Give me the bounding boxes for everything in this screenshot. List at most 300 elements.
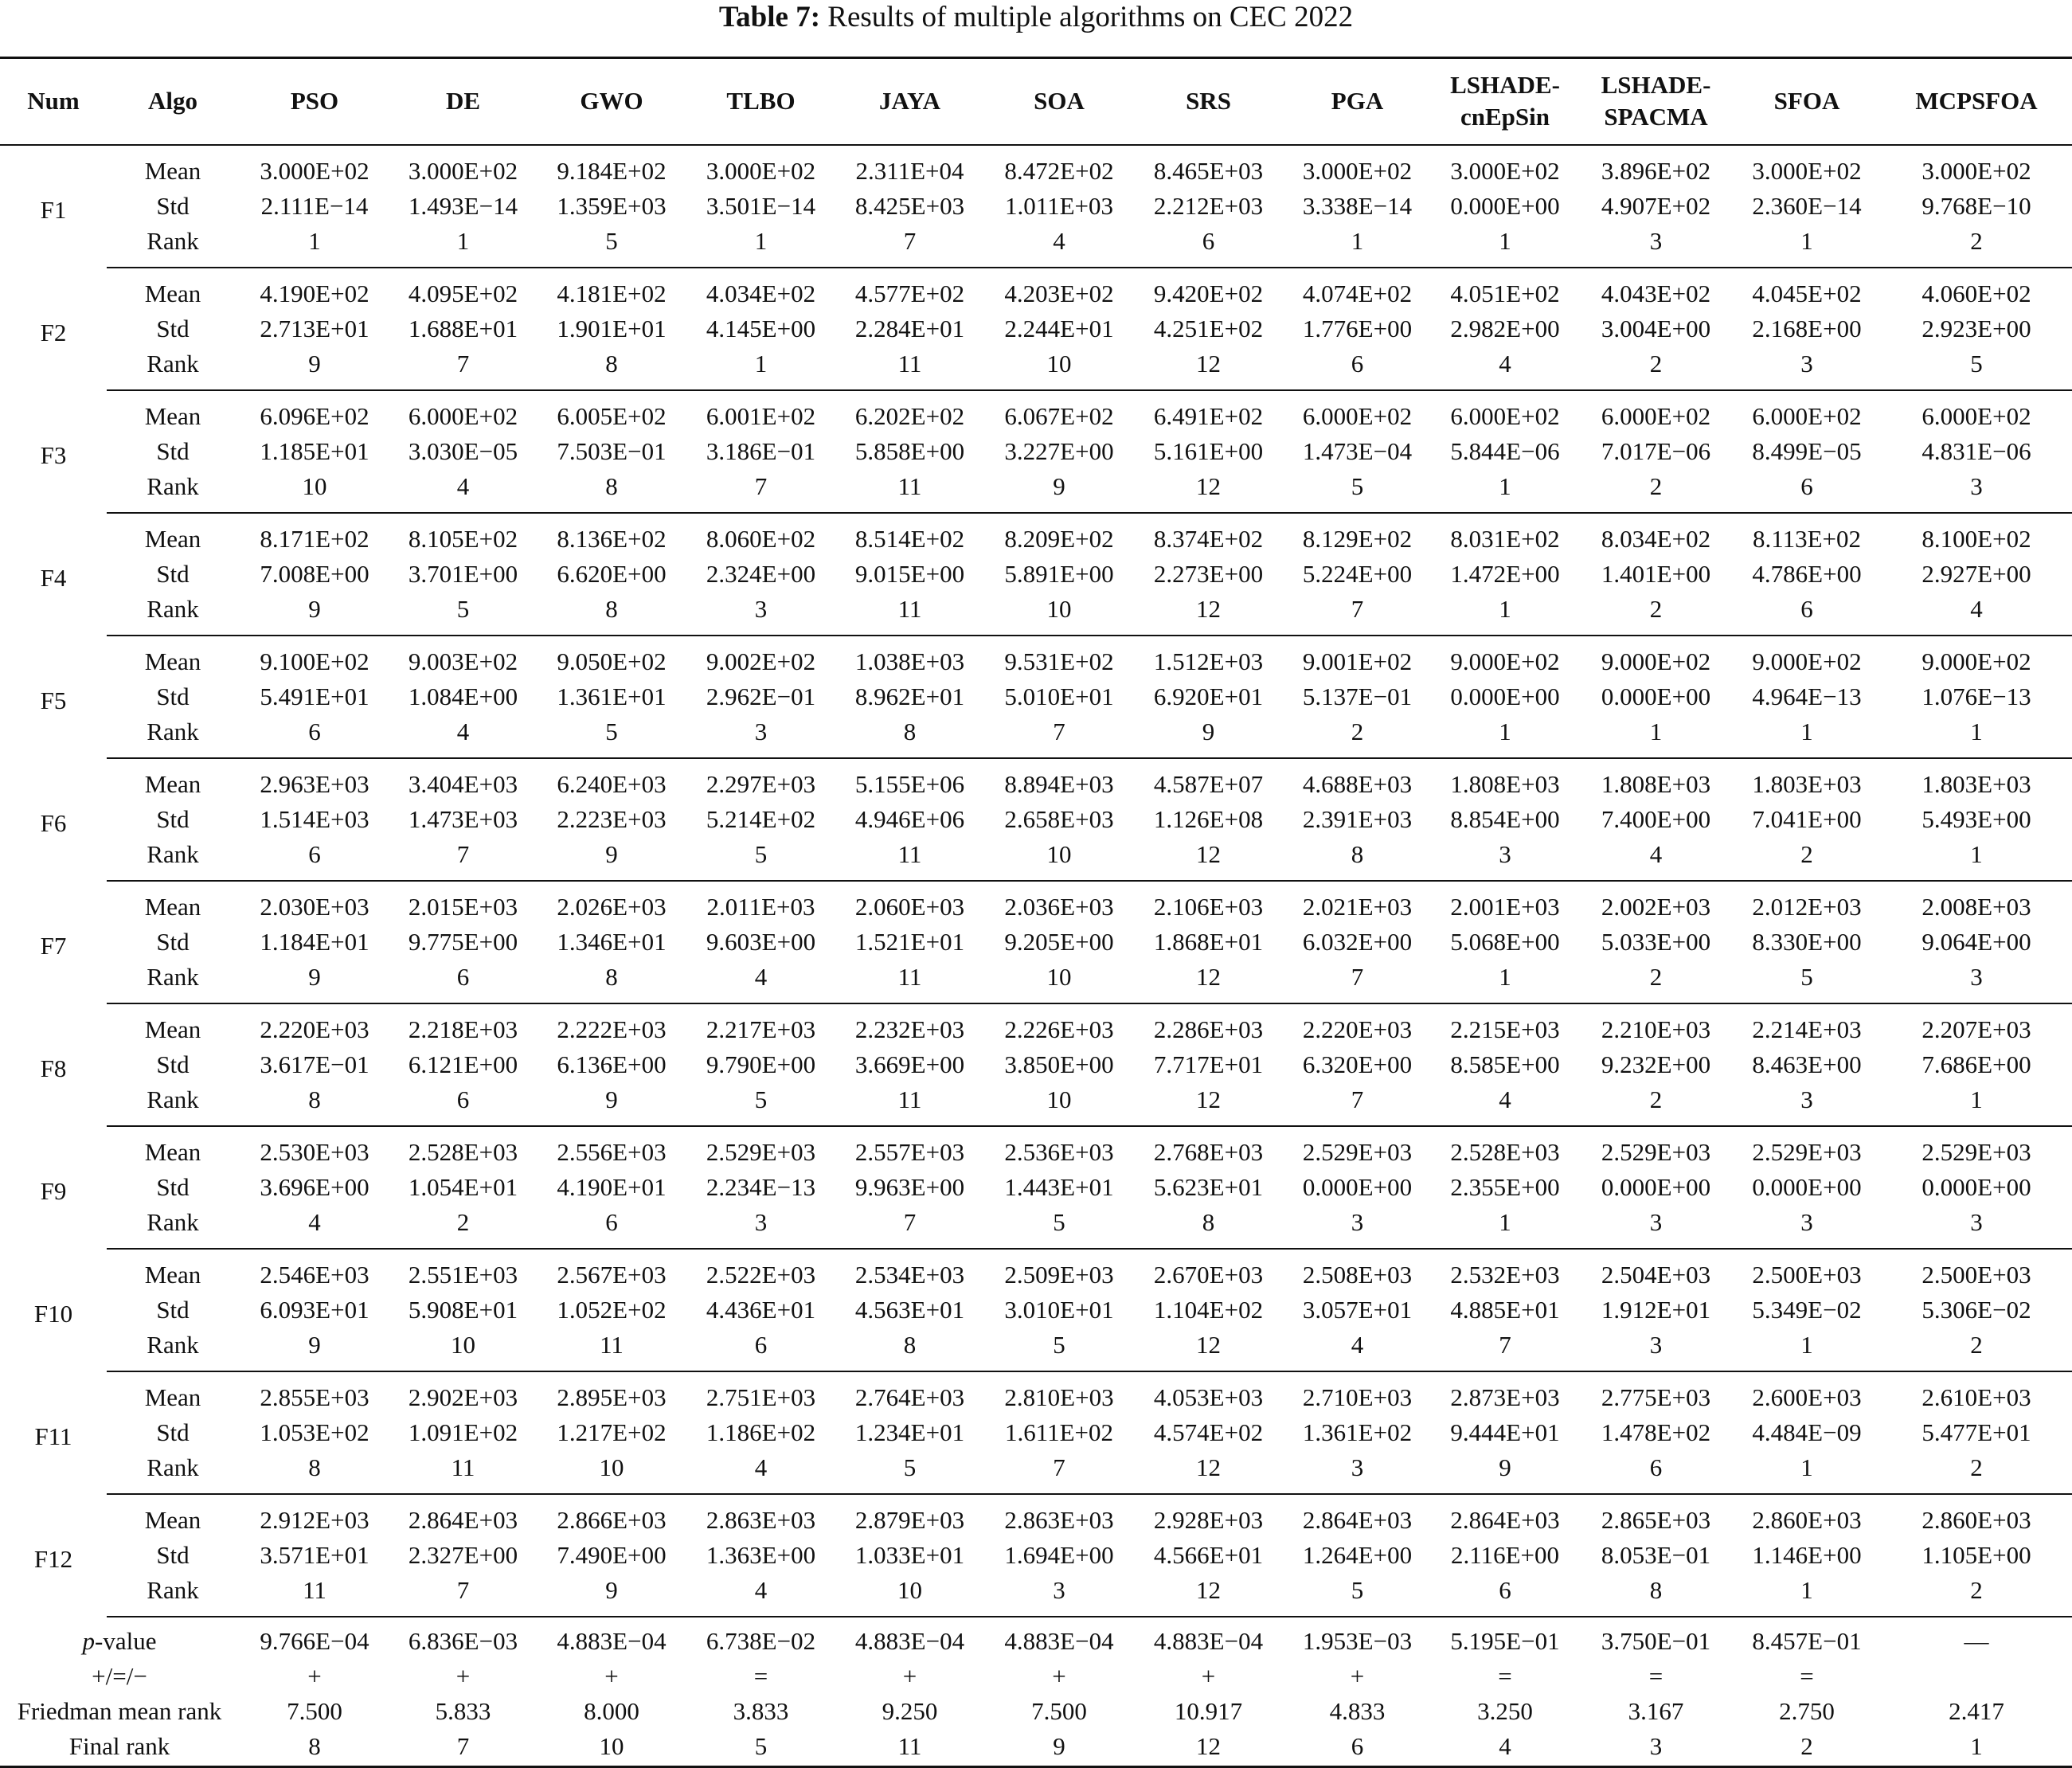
value-cell: 9 — [239, 1328, 390, 1371]
summary-group — [0, 1617, 2072, 1767]
value-cell: 3.000E+02 — [706, 156, 816, 185]
column-header: Algo — [107, 58, 239, 145]
value-cell: 2.658E+03 — [1004, 804, 1114, 833]
value-cell: 11 — [835, 346, 985, 390]
summary-label — [0, 1729, 239, 1767]
summary-value: = — [1800, 1661, 1814, 1690]
value-cell: 2.865E+03 — [1601, 1505, 1711, 1534]
value-cell: 0.000E+00 — [1302, 1172, 1413, 1201]
value-cell: 3 — [1579, 1328, 1733, 1371]
column-header: PSO — [239, 58, 390, 145]
value-cell: 1.514E+03 — [260, 804, 369, 833]
value-cell: 4 — [390, 469, 536, 513]
value-cell: 3 — [687, 714, 835, 758]
value-cell: 8.031E+02 — [1450, 524, 1560, 553]
summary-value: 1.953E−03 — [1302, 1626, 1413, 1655]
value-cell: 8.374E+02 — [1153, 524, 1264, 553]
value-cell: 3.696E+00 — [260, 1172, 369, 1201]
value-cell: 6 — [687, 1328, 835, 1371]
row-label: Std — [156, 191, 190, 220]
value-cell: 2.500E+03 — [1752, 1260, 1862, 1289]
summary-label-italic: p — [82, 1626, 96, 1655]
value-cell: 2.873E+03 — [1450, 1383, 1560, 1411]
value-cell: 3.701E+00 — [408, 559, 518, 588]
value-cell: 2 — [1284, 714, 1431, 758]
table-row — [0, 268, 2072, 311]
summary-value: 9 — [985, 1729, 1133, 1767]
value-cell: 4 — [1579, 837, 1733, 881]
value-cell: 10 — [985, 960, 1133, 1003]
value-cell: 7 — [985, 1450, 1133, 1494]
value-cell: 4.885E+01 — [1450, 1295, 1560, 1324]
value-cell: 2.532E+03 — [1450, 1260, 1560, 1289]
value-cell: 4.563E+01 — [854, 1295, 965, 1324]
value-cell: 1.688E+01 — [408, 314, 518, 342]
column-header: LSHADE- SPACMA — [1579, 58, 1733, 145]
value-cell: 4.831E−06 — [1921, 436, 2031, 465]
value-cell: 9.963E+00 — [854, 1172, 965, 1201]
value-cell: 2.710E+03 — [1302, 1383, 1413, 1411]
value-cell: 8.499E−05 — [1752, 436, 1862, 465]
value-cell: 6.000E+02 — [1921, 401, 2031, 430]
value-cell: 11 — [390, 1450, 536, 1494]
value-cell: 3.030E−05 — [408, 436, 518, 465]
value-cell: 3.669E+00 — [854, 1050, 965, 1078]
value-cell: 5.224E+00 — [1302, 559, 1413, 588]
value-cell: 8.060E+02 — [706, 524, 816, 553]
summary-value: 4 — [1431, 1729, 1579, 1767]
value-cell: 6 — [1733, 469, 1881, 513]
row-label: Std — [156, 1172, 190, 1201]
value-cell: 11 — [835, 837, 985, 881]
value-cell: 9.001E+02 — [1302, 647, 1413, 675]
value-cell: 1.053E+02 — [260, 1418, 369, 1446]
value-cell: 4.251E+02 — [1153, 314, 1264, 342]
table-row — [0, 557, 2072, 592]
value-cell: 4.964E−13 — [1752, 682, 1862, 710]
value-cell: 3.850E+00 — [1004, 1050, 1114, 1078]
value-cell: 12 — [1133, 837, 1284, 881]
table-row — [0, 802, 2072, 837]
summary-value: 4.883E−04 — [557, 1626, 667, 1655]
value-cell: 12 — [1133, 1450, 1284, 1494]
value-cell: 5.214E+02 — [706, 804, 816, 833]
value-cell: 1 — [1733, 224, 1881, 268]
value-cell: 2.060E+03 — [854, 892, 965, 921]
value-cell: 2.536E+03 — [1004, 1137, 1114, 1166]
value-cell: 3.571E+01 — [260, 1540, 369, 1569]
value-cell: 10 — [985, 346, 1133, 390]
row-label: Mean — [144, 279, 201, 307]
value-cell: 5.161E+00 — [1153, 436, 1264, 465]
function-name: F5 — [40, 686, 67, 714]
table-row — [0, 1328, 2072, 1371]
value-cell: 3 — [687, 1205, 835, 1249]
summary-row — [0, 1659, 2072, 1694]
function-group — [0, 881, 2072, 1003]
value-cell: 2.556E+03 — [557, 1137, 667, 1166]
value-cell: 2.866E+03 — [557, 1505, 667, 1534]
value-cell: 7 — [390, 1573, 536, 1617]
table-row — [0, 1170, 2072, 1205]
summary-value: 11 — [835, 1729, 985, 1767]
row-label: Mean — [144, 156, 201, 185]
value-cell: 4.190E+02 — [260, 279, 369, 307]
summary-value: = — [753, 1661, 768, 1690]
value-cell: 9.790E+00 — [706, 1050, 816, 1078]
table-row — [0, 513, 2072, 557]
value-cell: 6 — [1133, 224, 1284, 268]
summary-value: 6.836E−03 — [408, 1626, 518, 1655]
value-cell: 6.005E+02 — [557, 401, 667, 430]
value-cell: 2.026E+03 — [557, 892, 667, 921]
value-cell: 6.000E+02 — [408, 401, 518, 430]
value-cell: 9.603E+00 — [706, 927, 816, 956]
table-row — [0, 311, 2072, 346]
row-label: Std — [156, 927, 190, 956]
value-cell: 1.776E+00 — [1302, 314, 1413, 342]
summary-value: 3.833 — [733, 1696, 789, 1725]
summary-value: 3.167 — [1628, 1696, 1684, 1725]
function-name: F4 — [40, 563, 67, 592]
row-label: Std — [156, 1540, 190, 1569]
value-cell: 2.015E+03 — [408, 892, 518, 921]
value-cell: 5.623E+01 — [1153, 1172, 1264, 1201]
value-cell: 5.068E+00 — [1450, 927, 1560, 956]
value-cell: 3.896E+02 — [1601, 156, 1711, 185]
function-group — [0, 1371, 2072, 1494]
value-cell: 2.864E+03 — [1450, 1505, 1560, 1534]
value-cell: 3 — [1733, 346, 1881, 390]
function-group — [0, 1126, 2072, 1249]
value-cell: 2.810E+03 — [1004, 1383, 1114, 1411]
value-cell: 2.030E+03 — [260, 892, 369, 921]
value-cell: 2.551E+03 — [408, 1260, 518, 1289]
value-cell: 9 — [985, 469, 1133, 513]
value-cell: 2.207E+03 — [1921, 1015, 2031, 1043]
value-cell: 3 — [985, 1573, 1133, 1617]
value-cell: 1 — [1431, 960, 1579, 1003]
value-cell: 2.011E+03 — [706, 892, 815, 921]
value-cell: 2.713E+01 — [260, 314, 369, 342]
value-cell: 2.220E+03 — [260, 1015, 369, 1043]
value-cell: 9.015E+00 — [854, 559, 965, 588]
value-cell: 1.473E+03 — [408, 804, 518, 833]
value-cell: 9.000E+02 — [1752, 647, 1862, 675]
value-cell: 4.043E+02 — [1601, 279, 1711, 307]
table-row — [0, 189, 2072, 224]
value-cell: 7 — [390, 837, 536, 881]
value-cell: 5 — [536, 224, 687, 268]
value-cell: 1 — [1733, 1573, 1881, 1617]
value-cell: 8.962E+01 — [854, 682, 965, 710]
value-cell: 9.232E+00 — [1601, 1050, 1711, 1078]
value-cell: 11 — [239, 1573, 390, 1617]
value-cell: 6 — [536, 1205, 687, 1249]
value-cell: 3.000E+02 — [1450, 156, 1560, 185]
value-cell: 4 — [1431, 1082, 1579, 1126]
function-name: F3 — [40, 440, 67, 469]
caption-label: Table 7: — [718, 1, 821, 33]
value-cell: 9.205E+00 — [1004, 927, 1114, 956]
value-cell: 1.011E+03 — [1004, 191, 1114, 220]
summary-label-text: Final rank — [68, 1731, 170, 1760]
value-cell: 2 — [1881, 224, 2072, 268]
value-cell: 2.210E+03 — [1601, 1015, 1711, 1043]
value-cell: 5.033E+00 — [1601, 927, 1711, 956]
value-cell: 6.920E+01 — [1153, 682, 1264, 710]
value-cell: 2.902E+03 — [408, 1383, 518, 1411]
value-cell: 8 — [536, 960, 687, 1003]
value-cell: 4.688E+03 — [1302, 769, 1413, 798]
summary-value: — — [1964, 1626, 1989, 1655]
table-row — [0, 592, 2072, 636]
value-cell: 2.522E+03 — [706, 1260, 816, 1289]
value-cell: 6 — [239, 837, 390, 881]
value-cell: 3 — [1579, 1205, 1733, 1249]
value-cell: 9 — [1133, 714, 1284, 758]
summary-value: 4.883E−04 — [1153, 1626, 1264, 1655]
function-name: F11 — [34, 1422, 72, 1450]
summary-value: + — [455, 1661, 471, 1690]
value-cell: 2 — [1579, 592, 1733, 636]
value-cell: 5.908E+01 — [408, 1295, 518, 1324]
value-cell: 2.508E+03 — [1302, 1260, 1413, 1289]
table-row — [0, 679, 2072, 714]
row-label: Std — [156, 682, 190, 710]
value-cell: 2.863E+03 — [706, 1505, 816, 1534]
row-label: Std — [156, 314, 190, 342]
value-cell: 0.000E+00 — [1752, 1172, 1862, 1201]
value-cell: 6.240E+03 — [557, 769, 667, 798]
value-cell: 6 — [390, 1082, 536, 1126]
value-cell: 1.478E+02 — [1601, 1418, 1711, 1446]
value-cell: 2.927E+00 — [1921, 559, 2031, 588]
table-row — [0, 1293, 2072, 1328]
column-header: LSHADE- cnEpSin — [1431, 58, 1579, 145]
value-cell: 1.076E−13 — [1921, 682, 2031, 710]
value-cell: 1.104E+02 — [1153, 1295, 1264, 1324]
value-cell: 6.067E+02 — [1004, 401, 1114, 430]
value-cell: 8.136E+02 — [557, 524, 667, 553]
value-cell: 8.129E+02 — [1302, 524, 1413, 553]
function-name: F1 — [40, 196, 67, 224]
value-cell: 0.000E+00 — [1450, 682, 1560, 710]
row-label: Std — [156, 559, 190, 588]
value-cell: 2.864E+03 — [408, 1505, 518, 1534]
value-cell: 2.928E+03 — [1153, 1505, 1264, 1534]
value-cell: 9.100E+02 — [260, 647, 369, 675]
value-cell: 3.004E+00 — [1601, 314, 1711, 342]
value-cell: 2 — [1733, 837, 1881, 881]
value-cell: 6.491E+02 — [1153, 401, 1264, 430]
summary-value: 6.738E−02 — [706, 1626, 816, 1655]
summary-value: 8.000 — [584, 1696, 639, 1725]
summary-value: 6 — [1284, 1729, 1431, 1767]
value-cell: 1.808E+03 — [1450, 769, 1560, 798]
value-cell: 2.528E+03 — [408, 1137, 518, 1166]
value-cell: 4.577E+02 — [854, 279, 965, 307]
value-cell: 7 — [985, 714, 1133, 758]
value-cell: 2.223E+03 — [557, 804, 667, 833]
value-cell: 4.484E−09 — [1752, 1418, 1862, 1446]
function-name: F12 — [33, 1544, 73, 1573]
value-cell: 5.306E−02 — [1921, 1295, 2031, 1324]
value-cell: 4 — [1881, 592, 2072, 636]
row-label: Rank — [107, 1450, 239, 1494]
summary-value: 2.417 — [1949, 1696, 2004, 1725]
value-cell: 5.491E+01 — [260, 682, 369, 710]
summary-row — [0, 1617, 2072, 1659]
value-cell: 2.220E+03 — [1302, 1015, 1413, 1043]
row-label: Rank — [107, 960, 239, 1003]
value-cell: 1 — [1733, 714, 1881, 758]
value-cell: 8 — [536, 346, 687, 390]
value-cell: 1.217E+02 — [557, 1418, 667, 1446]
value-cell: 2.529E+03 — [1302, 1137, 1413, 1166]
value-cell: 2.232E+03 — [854, 1015, 965, 1043]
summary-value: 3.750E−01 — [1601, 1626, 1711, 1655]
value-cell: 1 — [239, 224, 390, 268]
value-cell: 1.694E+00 — [1004, 1540, 1114, 1569]
value-cell: 1.126E+08 — [1153, 804, 1264, 833]
value-cell: 5.493E+00 — [1921, 804, 2031, 833]
value-cell: 5.858E+00 — [854, 436, 965, 465]
value-cell: 8.034E+02 — [1601, 524, 1711, 553]
value-cell: 1 — [1431, 592, 1579, 636]
value-cell: 1.234E+01 — [854, 1418, 965, 1446]
value-cell: 3.227E+00 — [1004, 436, 1114, 465]
value-cell: 2.002E+03 — [1601, 892, 1711, 921]
value-cell: 2 — [1881, 1450, 2072, 1494]
value-cell: 6.202E+02 — [854, 401, 965, 430]
summary-label — [0, 1694, 239, 1729]
function-name: F6 — [40, 808, 67, 837]
summary-value: 8.457E−01 — [1752, 1626, 1862, 1655]
summary-value: 10.917 — [1174, 1696, 1243, 1725]
value-cell: 9 — [239, 960, 390, 1003]
row-label: Rank — [107, 224, 239, 268]
value-cell: 6.620E+00 — [557, 559, 667, 588]
value-cell: 4 — [687, 1573, 835, 1617]
value-cell: 8 — [239, 1082, 390, 1126]
summary-value: 10 — [536, 1729, 687, 1767]
summary-value: 7.500 — [1031, 1696, 1087, 1725]
value-cell: 2.509E+03 — [1004, 1260, 1114, 1289]
table-row — [0, 145, 2072, 189]
summary-value: 5.195E−01 — [1450, 1626, 1560, 1655]
summary-label — [0, 1617, 239, 1659]
value-cell: 1.803E+03 — [1921, 769, 2031, 798]
value-cell: 3.000E+02 — [1921, 156, 2031, 185]
value-cell: 2.008E+03 — [1921, 892, 2031, 921]
function-group — [0, 513, 2072, 636]
value-cell: 9 — [239, 346, 390, 390]
column-header: JAYA — [835, 58, 985, 145]
value-cell: 2.106E+03 — [1153, 892, 1264, 921]
value-cell: 9 — [1431, 1450, 1579, 1494]
value-cell: 2.775E+03 — [1601, 1383, 1711, 1411]
function-name: F7 — [40, 931, 67, 960]
value-cell: 2.962E−01 — [706, 682, 816, 710]
summary-value: 8 — [239, 1729, 390, 1767]
summary-value: 4.833 — [1329, 1696, 1386, 1725]
value-cell: 4.587E+07 — [1153, 769, 1264, 798]
value-cell: 4.145E+00 — [706, 314, 816, 342]
value-cell: 2 — [1579, 1082, 1733, 1126]
function-group — [0, 636, 2072, 758]
value-cell: 1 — [687, 224, 835, 268]
value-cell: 6.000E+02 — [1601, 401, 1711, 430]
column-header: SFOA — [1733, 58, 1881, 145]
value-cell: 1.472E+00 — [1450, 559, 1560, 588]
function-name: F9 — [40, 1176, 67, 1205]
value-cell: 2 — [390, 1205, 536, 1249]
results-table — [0, 57, 2072, 1768]
value-cell: 5.844E−06 — [1450, 436, 1560, 465]
value-cell: 2.768E+03 — [1153, 1137, 1264, 1166]
value-cell: 4 — [1284, 1328, 1431, 1371]
function-group — [0, 1249, 2072, 1371]
value-cell: 5.349E−02 — [1752, 1295, 1862, 1324]
value-cell: 1 — [1431, 714, 1579, 758]
summary-value: 9.766E−04 — [260, 1626, 369, 1655]
value-cell: 2.764E+03 — [854, 1383, 965, 1411]
value-cell: 7.686E+00 — [1921, 1050, 2031, 1078]
value-cell: 5 — [1881, 346, 2072, 390]
summary-value: 5.833 — [435, 1696, 491, 1725]
row-label: Std — [156, 804, 190, 833]
value-cell: 0.000E+00 — [1601, 1172, 1711, 1201]
value-cell: 1.363E+00 — [706, 1540, 816, 1569]
value-cell: 3 — [1881, 1205, 2072, 1249]
table-row — [0, 1494, 2072, 1538]
value-cell: 9 — [536, 1573, 687, 1617]
value-cell: 12 — [1133, 960, 1284, 1003]
value-cell: 4.436E+01 — [706, 1295, 816, 1324]
row-label: Rank — [107, 837, 239, 881]
row-label: Std — [156, 436, 190, 465]
summary-value: = — [1648, 1661, 1663, 1690]
value-cell: 2.528E+03 — [1450, 1137, 1560, 1166]
value-cell: 8.113E+02 — [1752, 524, 1862, 553]
value-cell: 9.002E+02 — [706, 647, 816, 675]
value-cell: 5.137E−01 — [1302, 682, 1413, 710]
value-cell: 2.534E+03 — [854, 1260, 965, 1289]
table-row — [0, 925, 2072, 960]
value-cell: 4.053E+03 — [1153, 1383, 1264, 1411]
table-row — [0, 224, 2072, 268]
value-cell: 8.894E+03 — [1004, 769, 1114, 798]
value-cell: 7 — [835, 1205, 985, 1249]
table-row — [0, 469, 2072, 513]
value-cell: 4 — [1431, 346, 1579, 390]
value-cell: 10 — [985, 592, 1133, 636]
value-cell: 2.286E+03 — [1153, 1015, 1264, 1043]
value-cell: 8 — [239, 1450, 390, 1494]
value-cell: 6.000E+02 — [1752, 401, 1862, 430]
value-cell: 6.000E+02 — [1302, 401, 1413, 430]
value-cell: 5 — [1284, 1573, 1431, 1617]
value-cell: 7.008E+00 — [260, 559, 369, 588]
row-label: Mean — [144, 401, 201, 430]
value-cell: 2.222E+03 — [557, 1015, 667, 1043]
value-cell: 9.000E+02 — [1450, 647, 1560, 675]
value-cell: 11 — [835, 1082, 985, 1126]
value-cell: 1 — [1431, 1205, 1579, 1249]
value-cell: 6 — [1284, 346, 1431, 390]
value-cell: 1.033E+01 — [854, 1540, 965, 1569]
